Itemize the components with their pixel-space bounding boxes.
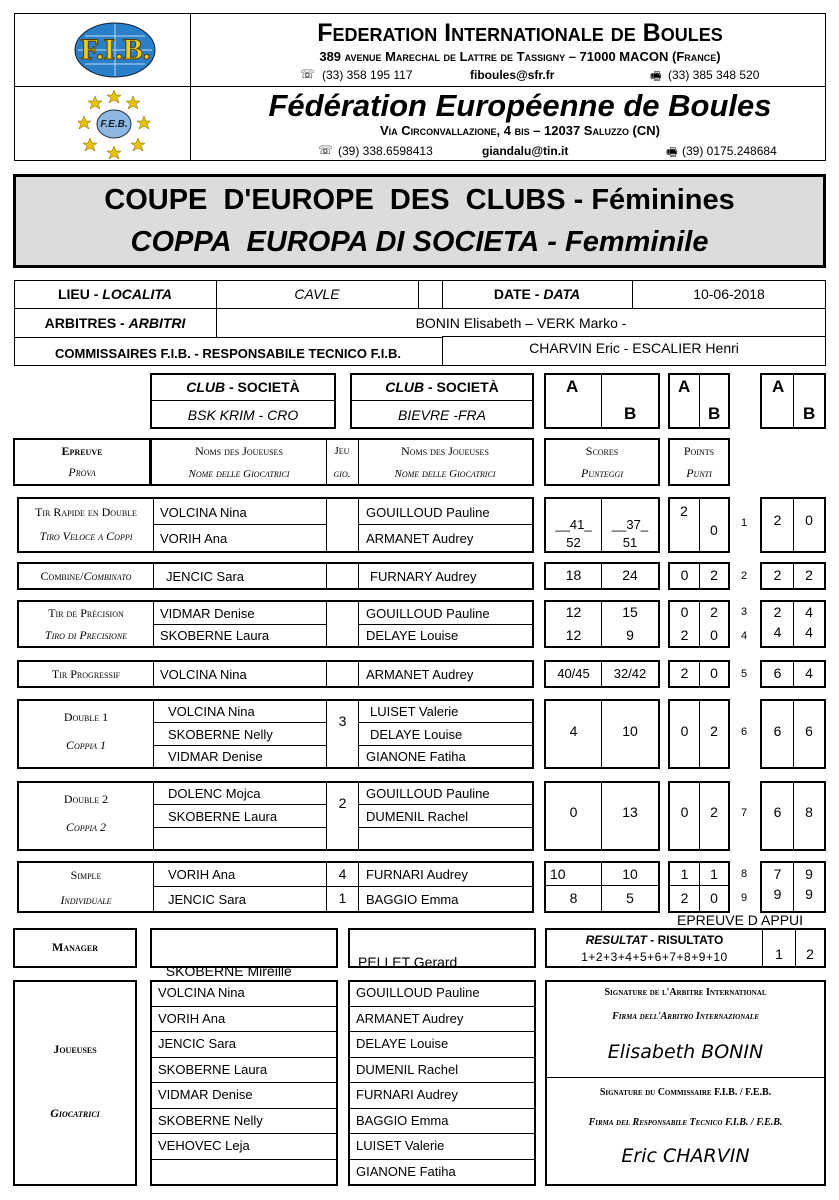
event-5-player-b3: GIANONE Fatiha bbox=[366, 749, 466, 764]
info-row-line bbox=[14, 337, 442, 338]
event-3-score-a1: 12 bbox=[565, 604, 582, 620]
event-7-jeu-1: 4 bbox=[338, 866, 347, 882]
event-3-name-fr: Tir de Précision bbox=[48, 605, 124, 620]
event-3-player-b1: GOUILLOUD Pauline bbox=[366, 605, 490, 621]
event-col-line bbox=[326, 499, 327, 551]
event-3-cumul-b1: 4 bbox=[805, 604, 813, 620]
lieu-label-it: LOCALITA bbox=[102, 286, 173, 302]
phone-icon: ☏ bbox=[300, 67, 316, 81]
resultat-label-it: - RISULTATO bbox=[646, 933, 724, 947]
event-1-player-a2: VORIH Ana bbox=[160, 530, 228, 546]
fib-logo bbox=[48, 20, 183, 80]
event-7-score-a1: 10 bbox=[550, 866, 566, 882]
event-row-line bbox=[153, 827, 326, 828]
header-epreuve-fr: Epreuve bbox=[61, 443, 103, 458]
event-3-player-a2: SKOBERNE Laura bbox=[160, 628, 270, 643]
joueuses-label-it: Giocatrici bbox=[50, 1105, 100, 1120]
club-a-label bbox=[152, 375, 334, 399]
date-label bbox=[442, 280, 632, 308]
arbitre-signature-it: Firma dell'Arbitro Internazionale bbox=[612, 1010, 759, 1022]
arbitres-label bbox=[14, 308, 216, 337]
title-it-sub: - Femminile bbox=[539, 225, 709, 258]
resultat-a: 1 bbox=[775, 946, 783, 962]
manager-a-last: SKOBERNE bbox=[165, 963, 248, 979]
date-label-it: DATA bbox=[543, 286, 581, 302]
manager-a-first: Mireille bbox=[247, 963, 292, 979]
header-nome-a: Nome delle Giocatrici bbox=[188, 468, 290, 480]
player-list-item: SKOBERNE Nelly bbox=[158, 1112, 263, 1128]
event-3-number-1: 3 bbox=[741, 606, 748, 618]
points-divider bbox=[699, 499, 700, 551]
event-7-player-a1: VORIH Ana bbox=[168, 867, 236, 882]
event-col-line bbox=[358, 783, 359, 849]
event-7-name-fr: Simple bbox=[70, 867, 102, 882]
player-list-item: VORIH Ana bbox=[158, 1010, 226, 1026]
event-5-jeu: 3 bbox=[338, 713, 347, 729]
fib-email[interactable]: fiboules@sfr.fr bbox=[470, 68, 555, 82]
header-epreuve-it: Prova bbox=[68, 464, 96, 479]
club-b-divider bbox=[352, 400, 532, 401]
club-b-name: BIEVRE -FRA bbox=[398, 407, 486, 423]
header-jeu: Jeu bbox=[334, 445, 350, 457]
event-1-points-b: 0 bbox=[710, 522, 718, 538]
event-4-name: Tir Progressif bbox=[51, 666, 121, 681]
joueuses-label-box bbox=[13, 980, 137, 1186]
event-7-score-b1: 10 bbox=[622, 866, 638, 882]
fib-address: 389 avenue Marechal de Lattre de Tassigny – 71000 MACON (France) bbox=[319, 49, 721, 64]
lieu-value: CAVLE bbox=[294, 286, 340, 302]
event-1-score-b2: 51 bbox=[622, 534, 638, 550]
event-4-points-b: 0 bbox=[710, 665, 718, 681]
event-4-number: 5 bbox=[741, 668, 748, 680]
letterhead-divider bbox=[14, 86, 826, 87]
ab-points-a: A bbox=[678, 377, 691, 396]
event-3-name-it: Tiro di Precisione bbox=[44, 627, 128, 642]
header-gio: gio. bbox=[333, 468, 351, 480]
event-4-player-b1: ARMANET Audrey bbox=[366, 666, 474, 682]
event-4-player-a1: VOLCINA Nina bbox=[160, 666, 247, 682]
event-2-name bbox=[19, 564, 153, 588]
event-col-line bbox=[326, 564, 327, 588]
event-col-line bbox=[358, 863, 359, 911]
event-3-player-b2: DELAYE Louise bbox=[366, 628, 459, 643]
points-row-line bbox=[670, 885, 728, 886]
event-1-score-b1: __37_ bbox=[611, 516, 649, 532]
ab-divider bbox=[793, 375, 794, 427]
joueuses-label-fr: Joueuses bbox=[53, 1041, 97, 1056]
player-list-item: DELAYE Louise bbox=[356, 1036, 449, 1052]
club-a-name: BSK KRIM - CRO bbox=[187, 407, 299, 423]
arbitres-value: BONIN Elisabeth – VERK Marko - bbox=[415, 314, 627, 331]
ab-points-b: B bbox=[708, 404, 721, 423]
player-list-item: JENCIC Sara bbox=[158, 1036, 237, 1052]
feb-logo-text: F.E.B. bbox=[100, 118, 128, 130]
event-1-cumul-a: 2 bbox=[773, 512, 782, 528]
event-1-player-b1: GOUILLOUD Pauline bbox=[366, 504, 490, 520]
event-3-score-a2: 12 bbox=[565, 627, 582, 643]
header-noms-a: Noms des Joueuses bbox=[195, 443, 283, 458]
event-1-player-a1: VOLCINA Nina bbox=[160, 504, 247, 520]
phone-icon: ☏ bbox=[318, 143, 334, 157]
title-fr bbox=[16, 180, 823, 220]
fib-phone: (33) 358 195 117 bbox=[322, 68, 413, 82]
event-5-number: 6 bbox=[741, 726, 748, 738]
event-1-name-fr: Tir Rapide en Double bbox=[35, 504, 137, 519]
event-3-points-b1: 2 bbox=[710, 604, 718, 620]
header-nome-b: Nome delle Giocatrici bbox=[394, 468, 496, 480]
player-list-item: VIDMAR Denise bbox=[158, 1087, 253, 1103]
feb-contact-row bbox=[318, 144, 798, 160]
arbitres-label-fr: ARBITRES - bbox=[44, 314, 129, 331]
event-7-points-b1: 1 bbox=[710, 866, 718, 882]
event-col-line bbox=[326, 662, 327, 686]
event-6-player-a1: DOLENC Mojca bbox=[168, 786, 261, 801]
event-2-cumul-a: 2 bbox=[773, 567, 782, 583]
player-list-item bbox=[152, 1159, 336, 1185]
header-points-fr: Points bbox=[683, 443, 715, 458]
event-2-points-b: 2 bbox=[710, 567, 718, 583]
header-scores-fr: Scores bbox=[585, 443, 619, 458]
fax-icon: 🖷 bbox=[666, 145, 678, 159]
player-list-item: LUISET Valerie bbox=[356, 1138, 445, 1154]
score-row-line bbox=[546, 885, 658, 886]
commissaire-signature-fr: Signature du Commissaire F.I.B. / F.E.B. bbox=[599, 1086, 772, 1098]
feb-email[interactable]: giandalu@tin.it bbox=[482, 144, 569, 158]
header-points-it: Punti bbox=[686, 465, 712, 480]
event-5-name-it: Coppia 1 bbox=[65, 737, 107, 752]
event-1-score-a1: __41_ bbox=[555, 516, 592, 532]
event-1-name-it: Tiro Veloce a Coppi bbox=[39, 528, 133, 543]
event-col-line bbox=[358, 499, 359, 551]
fib-name: Federation Internationale de Boules bbox=[317, 18, 723, 47]
event-7-score-a2: 8 bbox=[569, 890, 578, 906]
event-4-points-a: 2 bbox=[680, 665, 689, 681]
event-col-line bbox=[326, 602, 327, 646]
lieu-label bbox=[14, 280, 216, 308]
event-7-points-a1: 1 bbox=[680, 866, 689, 882]
title-it-main: COPPA EUROPA DI SOCIETA bbox=[130, 225, 540, 258]
club-b-label bbox=[352, 375, 532, 399]
resultat-label bbox=[547, 932, 762, 948]
event-5-name-fr: Double 1 bbox=[63, 709, 109, 724]
title-it bbox=[16, 222, 823, 262]
event-3-points-a2: 2 bbox=[680, 627, 689, 643]
event-6-player-b2: DUMENIL Rachel bbox=[366, 808, 469, 824]
event-5-cumul-a: 6 bbox=[773, 723, 782, 739]
player-list-item: VEHOVEC Leja bbox=[158, 1138, 250, 1154]
event-1-points-a: 2 bbox=[680, 503, 688, 519]
feb-name: Fédération Européenne de Boules bbox=[268, 88, 772, 123]
event-6-points-a: 0 bbox=[680, 804, 689, 820]
event-1-cumul-b: 0 bbox=[805, 512, 813, 528]
epreuve-appui-label: EPREUVE D APPUI bbox=[677, 912, 804, 928]
event-col-line bbox=[358, 564, 359, 588]
lieu-label-fr: LIEU - bbox=[57, 286, 103, 302]
event-2-number: 2 bbox=[741, 570, 748, 582]
player-list-item: GOUILLOUD Pauline bbox=[356, 985, 480, 1001]
date-label-fr: DATE - bbox=[493, 286, 544, 302]
event-3-score-b1: 15 bbox=[622, 604, 638, 620]
event-5-points-b: 2 bbox=[710, 723, 718, 739]
arbitre-signature-name: Elisabeth BONIN bbox=[607, 1041, 764, 1063]
letterhead-logo-divider bbox=[190, 13, 191, 161]
event-7-player-b1: FURNARI Audrey bbox=[366, 867, 468, 882]
event-6-cumul-a: 6 bbox=[773, 804, 782, 820]
resultat-formula: 1+2+3+4+5+6+7+8+9+10 bbox=[581, 950, 728, 964]
event-7-cumul-a2: 9 bbox=[773, 886, 782, 902]
event-5-player-b1: LUISET Valerie bbox=[370, 704, 459, 719]
event-3-points-a1: 0 bbox=[680, 604, 689, 620]
event-4-score-a: 40/45 bbox=[557, 665, 590, 681]
event-3-points-b2: 0 bbox=[710, 627, 718, 643]
manager-a bbox=[158, 947, 292, 979]
player-list-item: ARMANET Audrey bbox=[356, 1010, 464, 1026]
event-5-player-a1: VOLCINA Nina bbox=[168, 704, 255, 719]
event-5-player-b2: DELAYE Louise bbox=[370, 726, 463, 742]
event-4-cumul-b: 4 bbox=[805, 665, 813, 681]
event-6-cumul-b: 8 bbox=[805, 804, 813, 820]
societa-label: - SOCIETÀ bbox=[225, 379, 300, 395]
manager-b: PELLET Gerard bbox=[358, 954, 458, 970]
player-list-item: SKOBERNE Laura bbox=[158, 1061, 268, 1077]
event-2-score-b: 24 bbox=[622, 567, 638, 583]
ab-scores-header bbox=[544, 373, 660, 429]
club-a-divider bbox=[152, 400, 334, 401]
feb-phone: (39) 338.6598413 bbox=[338, 144, 433, 158]
arbitre-signature-fr: Signature de l'Arbitre International bbox=[604, 986, 767, 998]
event-3-score-b2: 9 bbox=[626, 627, 634, 643]
commissaire-signature-name: Eric CHARVIN bbox=[621, 1145, 750, 1167]
event-1-player-b2: ARMANET Audrey bbox=[366, 530, 474, 546]
player-list-item: GIANONE Fatiha bbox=[356, 1163, 456, 1179]
event-6-jeu: 2 bbox=[338, 795, 347, 811]
date-value: 10-06-2018 bbox=[693, 286, 765, 302]
fib-fax: (33) 385 348 520 bbox=[668, 68, 760, 82]
club-label: CLUB bbox=[385, 379, 425, 395]
societa-label: - SOCIETÀ bbox=[424, 379, 499, 395]
event-7-cumul-b1: 9 bbox=[805, 866, 813, 882]
event-4-cumul-a: 6 bbox=[773, 665, 782, 681]
event-2-name-fr: Combine/ bbox=[40, 568, 84, 583]
event-6-name-it: Coppia 2 bbox=[65, 819, 107, 834]
event-1-number: 1 bbox=[741, 517, 748, 529]
ab-cumul-b: B bbox=[803, 404, 816, 423]
player-list-item: VOLCINA Nina bbox=[158, 985, 245, 1001]
event-7-points-a2: 2 bbox=[680, 890, 689, 906]
ab-scores-a: A bbox=[566, 377, 579, 396]
player-list-item: DUMENIL Rachel bbox=[356, 1061, 459, 1077]
club-label: CLUB bbox=[186, 379, 226, 395]
manager-label: Manager bbox=[52, 939, 98, 954]
fib-contact-row bbox=[300, 68, 780, 84]
event-7-score-b2: 5 bbox=[626, 890, 634, 906]
event-col-line bbox=[358, 662, 359, 686]
event-6-score-b: 13 bbox=[622, 804, 638, 820]
event-5-cumul-b: 6 bbox=[805, 723, 813, 739]
event-col-line bbox=[153, 564, 154, 588]
player-list-item: FURNARI Audrey bbox=[356, 1087, 458, 1103]
event-5-points-a: 0 bbox=[680, 723, 689, 739]
event-3-player-a1: VIDMAR Denise bbox=[160, 605, 255, 621]
fib-logo-text: F.I.B. bbox=[80, 33, 151, 66]
event-6-number: 7 bbox=[741, 807, 748, 819]
event-7-cumul-b2: 9 bbox=[805, 886, 813, 902]
info-col-line bbox=[418, 280, 419, 308]
event-6-score-a: 0 bbox=[569, 804, 578, 820]
feb-address: Via Circonvallazione, 4 bis – 12037 Saluzzo (CN) bbox=[380, 123, 660, 138]
title-fr-sub: - Féminines bbox=[565, 183, 735, 216]
ab-divider bbox=[601, 375, 602, 427]
resultat-label-fr: RESULTAT bbox=[585, 933, 647, 947]
event-2-player-b1: FURNARY Audrey bbox=[370, 568, 477, 584]
event-col-line bbox=[153, 701, 154, 767]
event-6-points-b: 2 bbox=[710, 804, 718, 820]
event-2-player-a1: JENCIC Sara bbox=[166, 568, 245, 584]
event-7-number-1: 8 bbox=[741, 868, 748, 880]
event-row-line bbox=[358, 827, 532, 828]
event-7-player-a2: JENCIC Sara bbox=[168, 891, 247, 907]
event-5-score-a: 4 bbox=[569, 723, 578, 739]
feb-fax: (39) 0175.248684 bbox=[682, 144, 777, 158]
event-3-number-2: 4 bbox=[741, 630, 748, 642]
event-6-player-b1: GOUILLOUD Pauline bbox=[366, 786, 490, 801]
event-6-player-a2: SKOBERNE Laura bbox=[168, 808, 278, 824]
ab-scores-b: B bbox=[624, 404, 637, 423]
event-col-line bbox=[153, 783, 154, 849]
commissaires-label: COMMISSAIRES F.I.B. - RESPONSABILE TECNICO F.I.B. bbox=[55, 345, 401, 361]
event-2-cumul-b: 2 bbox=[805, 567, 813, 583]
fax-icon: 🖷 bbox=[650, 69, 662, 83]
event-7-name-it: Individuale bbox=[60, 892, 112, 907]
event-7-jeu-2: 1 bbox=[338, 890, 347, 906]
event-3-cumul-a2: 4 bbox=[773, 624, 782, 640]
event-2-score-a: 18 bbox=[565, 567, 582, 583]
title-fr-main: COUPE D'EUROPE DES CLUBS bbox=[104, 183, 566, 216]
event-7-cumul-a1: 7 bbox=[773, 866, 782, 882]
event-1-score-a2: 52 bbox=[566, 534, 581, 550]
event-7-points-b2: 0 bbox=[710, 890, 718, 906]
event-5-score-b: 10 bbox=[622, 723, 638, 739]
event-col-line bbox=[153, 863, 154, 911]
event-7-player-b2: BAGGIO Emma bbox=[366, 891, 459, 907]
event-7-number-2: 9 bbox=[741, 892, 748, 904]
event-4-score-b: 32/42 bbox=[613, 665, 647, 681]
commissaires-value: CHARVIN Eric - ESCALIER Henri bbox=[529, 340, 739, 356]
event-5-player-a3: VIDMAR Denise bbox=[168, 749, 263, 764]
arbitres-label-it: ARBITRI bbox=[128, 314, 186, 331]
ab-cumul-a: A bbox=[772, 377, 785, 396]
feb-logo bbox=[78, 88, 150, 160]
event-6-name-fr: Double 2 bbox=[63, 791, 109, 806]
header-noms-b: Noms des Joueuses bbox=[401, 443, 489, 458]
event-5-player-a2: SKOBERNE Nelly bbox=[168, 726, 273, 742]
ab-divider bbox=[699, 375, 700, 427]
commissaire-signature-it: Firma del Responsabile Tecnico F.I.B. / F.E.B. bbox=[588, 1116, 783, 1128]
event-2-points-a: 0 bbox=[680, 567, 689, 583]
header-scores-it: Punteggi bbox=[581, 465, 623, 480]
event-col-line bbox=[358, 701, 359, 767]
player-list-item: BAGGIO Emma bbox=[356, 1112, 449, 1128]
event-3-cumul-b2: 4 bbox=[805, 624, 813, 640]
event-3-cumul-a1: 2 bbox=[773, 604, 782, 620]
resultat-b: 2 bbox=[806, 946, 814, 962]
event-2-name-it: Combinato bbox=[83, 568, 132, 583]
signatures-divider bbox=[547, 1077, 824, 1078]
